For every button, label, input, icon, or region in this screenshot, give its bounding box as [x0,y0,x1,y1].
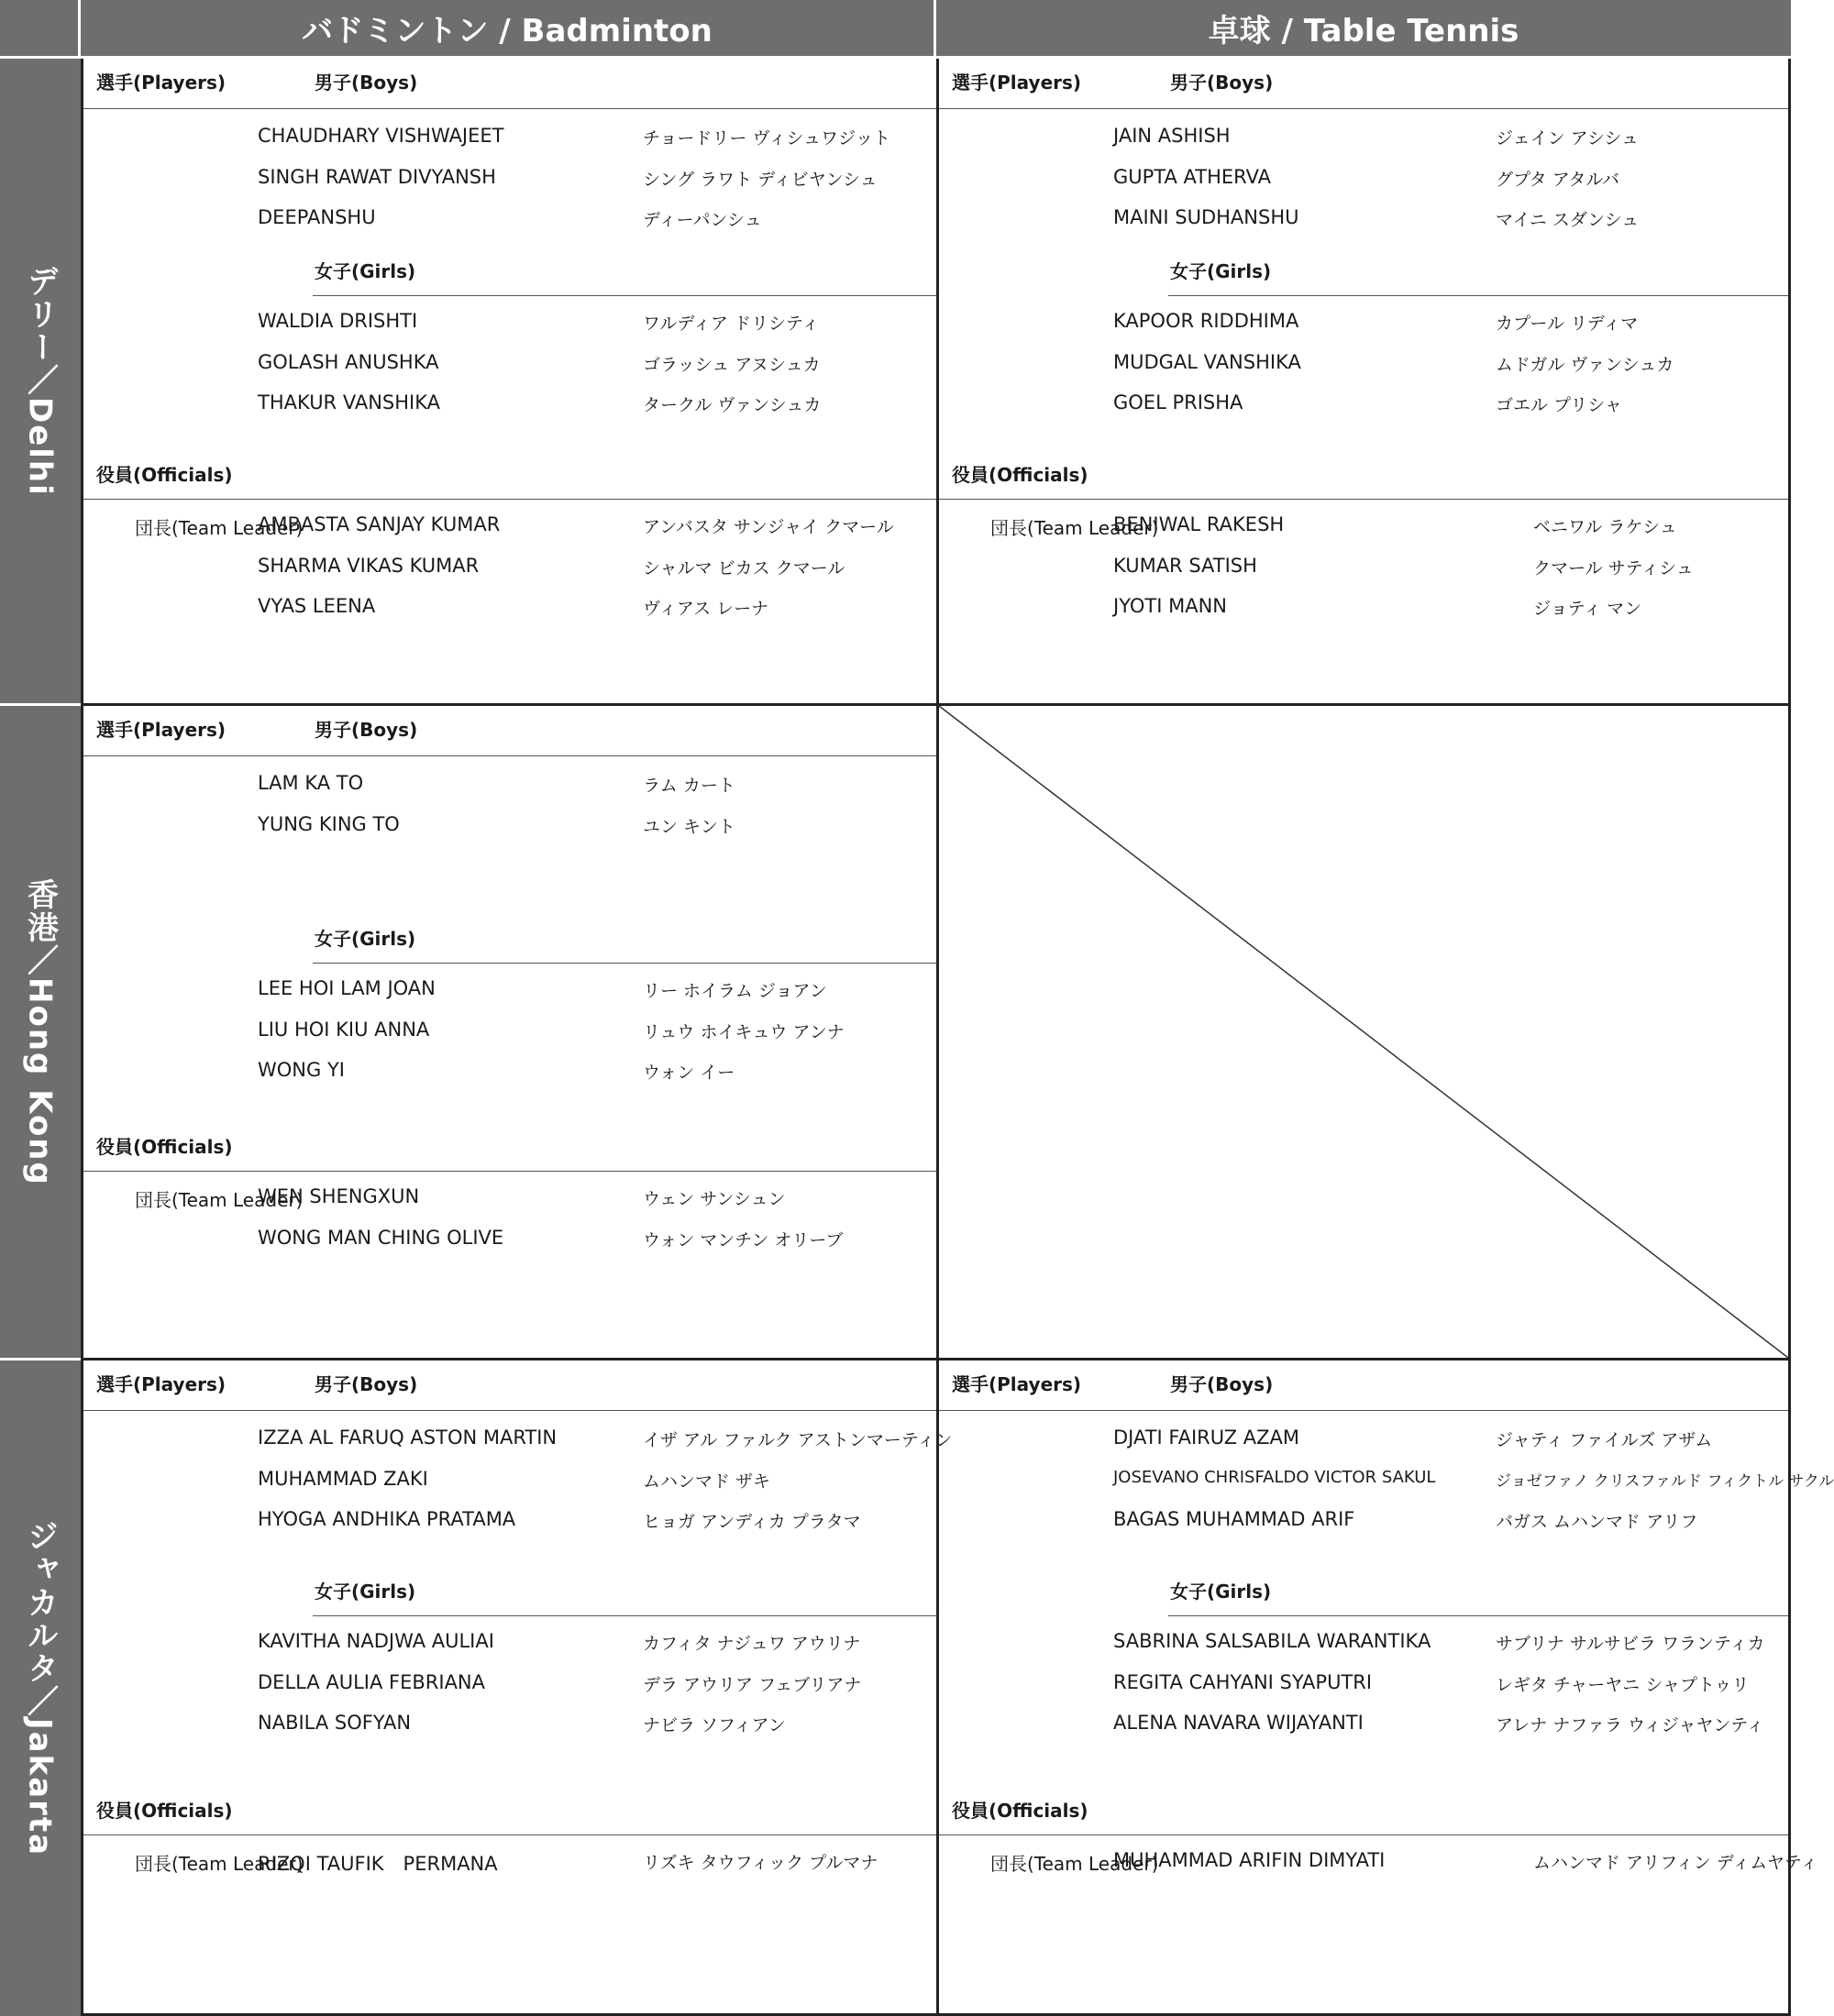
city-label: 香港／Hong Kong [21,877,59,1186]
boy-kana: ジェイン アシシュ [1496,128,1640,149]
officials-label: 役員(Officials) [96,1136,233,1158]
team-leader-label: 団長(Team Leader) [135,1853,304,1875]
rule-girls [1168,295,1788,296]
boy-kana: グプタ アタルバ [1496,169,1620,190]
boy-name: JOSEVANO CHRISFALDO VICTOR SAKUL [1113,1467,1436,1487]
boy-kana: ヒョガ アンディカ プラタマ [643,1512,861,1532]
header-corner [0,0,81,59]
girls-label: 女子(Girls) [1170,260,1272,282]
boy-kana: ラム カート [643,776,735,796]
boy-kana: ジャティ ファイルズ アザム [1496,1430,1713,1450]
girl-kana: リー ホイラム ジョアン [643,981,827,1001]
girl-kana: ウォン イー [643,1063,735,1083]
official-kana: アンバスタ サンジャイ クマール [643,517,894,537]
official-kana: クマール サティシュ [1533,557,1694,578]
official-kana: ヴィアス レーナ [643,599,769,619]
players-label: 選手(Players) [952,72,1082,94]
girl-kana: リュウ ホイキュウ アンナ [643,1021,845,1042]
cell-hongkong-badminton [81,706,936,1361]
city-label: デリー／Delhi [21,265,59,497]
boy-name: MAINI SUDHANSHU [1113,206,1299,228]
empty-diagonal [939,706,1788,1358]
girl-kana: ゴラッシュ アヌシュカ [643,354,821,375]
official-name: JYOTI MANN [1113,595,1228,617]
officials-label: 役員(Officials) [952,464,1088,486]
team-leader-label: 団長(Team Leader) [135,517,304,539]
boys-label: 男子(Boys) [315,72,418,94]
girl-kana: タークル ヴァンシュカ [643,395,822,415]
rule-boys [83,755,936,756]
girls-label: 女子(Girls) [1170,1581,1272,1603]
girl-name: NABILA SOFYAN [258,1712,412,1734]
cell-delhi-table-tennis [936,59,1791,706]
boy-kana: ムハンマド ザキ [643,1471,771,1492]
boy-kana: マイニ スダンシュ [1496,210,1640,230]
girl-name: GOEL PRISHA [1113,391,1243,413]
boys-label: 男子(Boys) [1170,1373,1274,1395]
rule-officials [83,1171,936,1172]
rule-girls [1168,1615,1788,1616]
team-leader-label: 団長(Team Leader) [135,1189,304,1211]
official-kana: ムハンマド アリフィン ディムヤティ [1533,1853,1818,1873]
official-name: WONG MAN CHING OLIVE [258,1226,504,1249]
boy-kana: シング ラワト ディビヤンシュ [643,169,878,190]
boy-name: MUHAMMAD ZAKI [258,1467,428,1490]
boys-label: 男子(Boys) [315,719,418,741]
players-label: 選手(Players) [952,1373,1082,1395]
team-leader-label: 団長(Team Leader) [990,1853,1159,1875]
header-badminton: バドミントン / Badminton [81,0,936,59]
players-label: 選手(Players) [96,1373,226,1395]
players-label: 選手(Players) [96,72,226,94]
official-name: BENIWAL RAKESH [1113,513,1285,535]
girl-kana: ワルディア ドリシティ [643,314,820,334]
boy-kana: チョードリー ヴィシュワジット [643,128,890,149]
rule-girls [313,295,936,296]
girl-kana: カフィタ ナジュワ アウリナ [643,1634,861,1654]
boy-name: HYOGA ANDHIKA PRATAMA [258,1508,516,1530]
header-table-tennis: 卓球 / Table Tennis [936,0,1791,59]
rule-officials [83,1834,936,1835]
girl-name: KAVITHA NADJWA AULIAI [258,1630,494,1652]
city-jakarta [0,1361,81,2016]
officials-label: 役員(Officials) [96,1800,233,1822]
boy-name: SINGH RAWAT DIVYANSH [258,165,496,188]
boy-kana: ディーパンシュ [643,210,762,230]
boy-name: CHAUDHARY VISHWAJEET [258,125,504,147]
cell-jakarta-table-tennis [936,1361,1834,2016]
official-name: SHARMA VIKAS KUMAR [258,554,480,577]
city-label: ジャカルタ／Jakarta [21,1519,59,1857]
boy-name: LAM KA TO [258,772,364,794]
boys-label: 男子(Boys) [1170,72,1274,94]
girl-name: LEE HOI LAM JOAN [258,977,436,999]
girl-name: GOLASH ANUSHKA [258,350,439,373]
rule-boys [83,108,936,109]
girl-kana: アレナ ナファラ ウィジャヤンティ [1496,1715,1764,1735]
girl-name: MUDGAL VANSHIKA [1113,350,1301,373]
officials-label: 役員(Officials) [96,464,233,486]
boy-name: BAGAS MUHAMMAD ARIF [1113,1508,1355,1530]
official-name: MUHAMMAD ARIFIN DIMYATI [1113,1849,1386,1871]
boy-kana: ユン キント [643,816,735,837]
girl-name: SABRINA SALSABILA WARANTIKA [1113,1630,1431,1652]
boy-kana: イザ アル ファルク アストンマーティン [643,1430,953,1450]
city-delhi [0,59,81,706]
rule-boys [939,108,1788,109]
team-leader-label: 団長(Team Leader) [990,517,1159,539]
official-kana: ジョティ マン [1533,599,1642,619]
officials-label: 役員(Officials) [952,1800,1088,1822]
girl-name: LIU HOI KIU ANNA [258,1018,430,1041]
rule-boys [939,1410,1788,1411]
rule-girls [313,1615,936,1616]
boy-name: JAIN ASHISH [1113,125,1231,147]
cell-hongkong-table-tennis-empty [936,706,1791,1361]
official-name: AMBASTA SANJAY KUMAR [258,513,501,535]
girl-kana: ゴエル プリシャ [1496,395,1622,415]
official-name: WEN SHENGXUN [258,1185,420,1207]
players-label: 選手(Players) [96,719,226,741]
rule-officials [939,1834,1788,1835]
girl-name: ALENA NAVARA WIJAYANTI [1113,1712,1364,1734]
girl-kana: レギタ チャーヤニ シャプトゥリ [1496,1674,1750,1695]
girl-kana: デラ アウリア フェブリアナ [643,1674,862,1695]
girl-name: REGITA CAHYANI SYAPUTRI [1113,1670,1373,1693]
official-kana: シャルマ ビカス クマール [643,557,845,578]
girl-kana: ムドガル ヴァンシュカ [1496,354,1674,375]
boy-name: YUNG KING TO [258,812,400,835]
boy-name: DEEPANSHU [258,206,376,228]
cell-jakarta-badminton [81,1361,953,2016]
official-name: KUMAR SATISH [1113,554,1257,577]
boys-label: 男子(Boys) [315,1373,418,1395]
girl-kana: カプール リディマ [1496,314,1639,334]
official-name: VYAS LEENA [258,595,376,617]
official-kana: ウェン サンシュン [643,1189,786,1209]
girl-kana: サブリナ サルサビラ ワランティカ [1496,1634,1765,1654]
boy-kana: バガス ムハンマド アリフ [1496,1512,1698,1532]
boy-kana: ジョゼファノ クリスファルド フィクトル サクル [1496,1471,1834,1491]
girl-name: KAPOOR RIDDHIMA [1113,310,1299,332]
boy-name: GUPTA ATHERVA [1113,165,1271,188]
rule-girls [313,963,936,964]
official-kana: ウォン マンチン オリーブ [643,1229,844,1250]
rule-officials [83,499,936,500]
girl-name: DELLA AULIA FEBRIANA [258,1670,486,1693]
boy-name: DJATI FAIRUZ AZAM [1113,1427,1300,1449]
girl-name: WALDIA DRISHTI [258,310,418,332]
rule-boys [83,1410,936,1411]
girls-label: 女子(Girls) [315,1581,416,1603]
rule-officials [939,499,1788,500]
official-kana: リズキ タウフィック プルマナ [643,1853,878,1873]
cell-delhi-badminton [81,59,936,706]
girls-label: 女子(Girls) [315,260,416,282]
girl-name: THAKUR VANSHIKA [258,391,441,413]
official-kana: ベニワル ラケシュ [1533,517,1677,537]
girls-label: 女子(Girls) [315,928,416,950]
boy-name: IZZA AL FARUQ ASTON MARTIN [258,1427,558,1449]
girl-kana: ナビラ ソフィアン [643,1715,786,1735]
girl-name: WONG YI [258,1059,345,1081]
city-hongkong [0,706,81,1361]
official-name: RIZQI TAUFIK PERMANA [258,1853,498,1875]
